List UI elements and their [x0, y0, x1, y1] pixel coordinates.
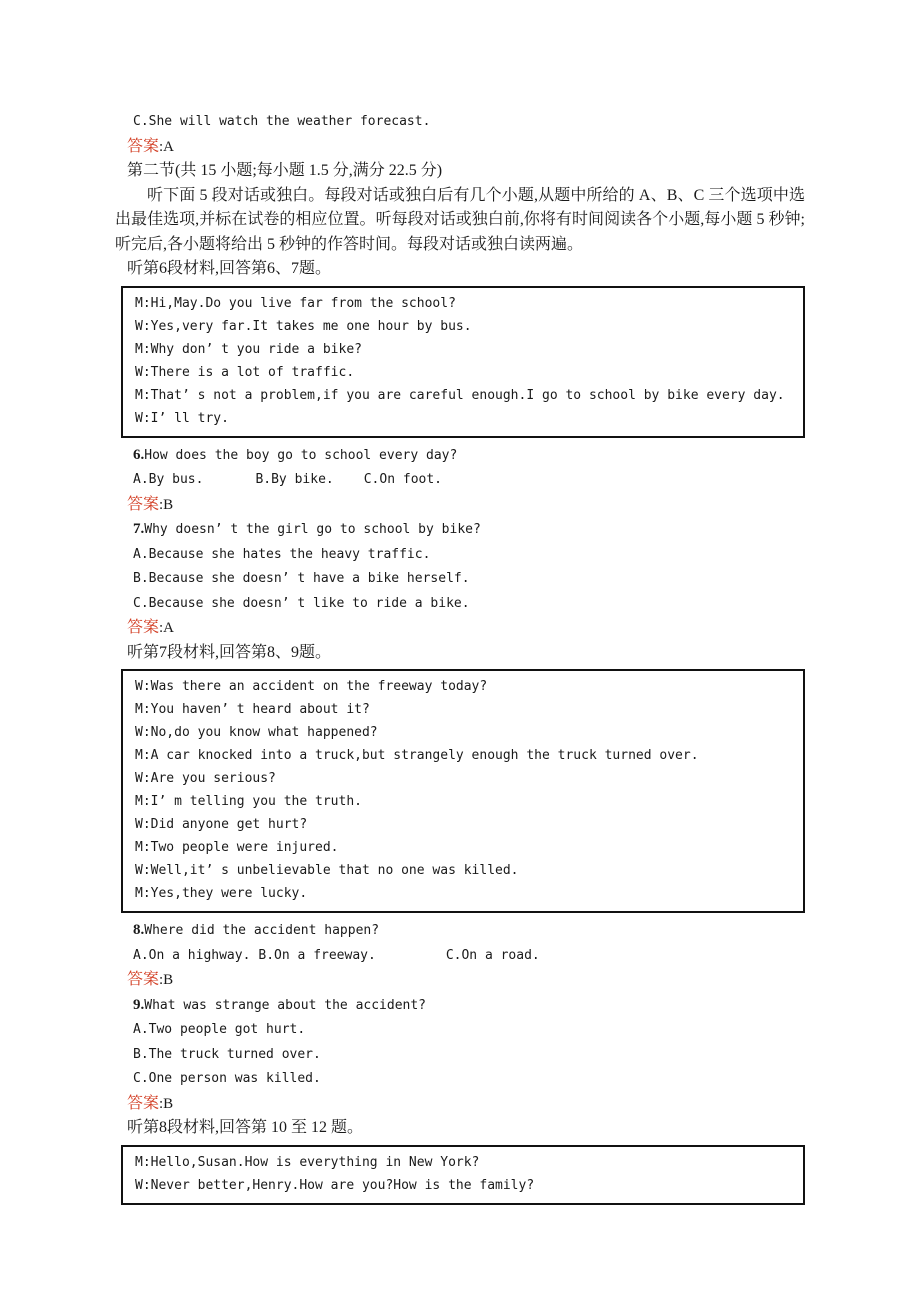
dialogue-line: M:That’ s not a problem,if you are careful enough.I go to school by bike every day. — [135, 387, 785, 403]
question-8-options — [115, 944, 805, 969]
option-a: A.Because she hates the heavy traffic. — [133, 546, 431, 562]
option-b: B.Because she doesn’ t have a bike herself. — [133, 571, 470, 586]
dialogue-line: W:I’ ll try. — [135, 410, 229, 426]
dialogue-line: W:Are you serious? — [135, 771, 276, 786]
answer-line-8 — [115, 968, 805, 993]
answer-label: 答案 — [127, 495, 160, 513]
passage-heading-3: 听第8段材料,回答第 10 至 12 题。 — [127, 1119, 364, 1136]
option-a: A.By bus. — [133, 472, 204, 487]
question-line-6 — [115, 443, 805, 469]
dialogue-line: M:A car knocked into a truck,but strangely enough the truck turned over. — [135, 748, 699, 763]
question-6-options — [115, 468, 805, 493]
dialogue-line: W:Was there an accident on the freeway today? — [135, 679, 488, 694]
option-c: C.Because she doesn’ t like to ride a bike. — [133, 595, 470, 611]
option-c: C.On foot. — [363, 472, 443, 487]
dialogue-line: W:Did anyone get hurt? — [135, 817, 308, 832]
dialogue-line: W:No,do you know what happened? — [135, 725, 378, 740]
dialogue-box-1 — [121, 286, 805, 438]
dialogue-line: M:Hello,Susan.How is everything in New York? — [135, 1154, 480, 1170]
dialogue-line: W:Yes,very far.It takes me one hour by bus. — [135, 318, 472, 334]
section-heading: 第二节(共 15 小题;每小题 1.5 分,满分 22.5 分) — [127, 162, 443, 179]
dialogue-line: W:There is a lot of traffic. — [135, 364, 355, 380]
question-text: Why doesn’ t the girl go to school by bike? — [144, 522, 481, 537]
section-instructions: 听下面 5 段对话或独白。每段对话或独白后有几个小题,从题中所给的 A、B、C 三个选项中选出最佳选项,并标在试卷的相应位置。听每段对话或独白前,你将有时间阅读各个小题,每小题 5 秒钟;听完后,各小题将给出 5 秒钟的作答时间。每段对话或独白读两遍。 — [115, 186, 805, 253]
option-a: A.On a highway. — [133, 947, 251, 963]
previous-question-option-c: C.She will watch the weather forecast. — [133, 114, 431, 129]
dialogue-line: M:Why don’ t you ride a bike? — [135, 341, 362, 357]
question-text: Where did the accident happen? — [144, 923, 380, 938]
question-text: What was strange about the accident? — [144, 997, 427, 1013]
dialogue-line: M:I’ m telling you the truth. — [135, 794, 362, 809]
question-text: How does the boy go to school every day? — [144, 447, 458, 463]
question-number: 6. — [133, 446, 145, 463]
question-line-8 — [115, 918, 805, 944]
question-number: 7. — [133, 521, 145, 537]
answer-value: :A — [159, 620, 175, 636]
answer-label: 答案 — [127, 137, 160, 155]
answer-line-6 — [115, 493, 805, 518]
answer-line-7 — [115, 616, 805, 641]
option-b: B.The truck turned over. — [133, 1046, 321, 1062]
question-number: 9. — [133, 996, 145, 1013]
option-a: A.Two people got hurt. — [133, 1022, 306, 1037]
passage-heading-1: 听第6段材料,回答第6、7题。 — [127, 260, 332, 277]
answer-line-9 — [115, 1092, 805, 1117]
option-b: B.On a freeway. — [258, 947, 376, 963]
dialogue-line: W:Well,it’ s unbelievable that no one was killed. — [135, 863, 519, 878]
dialogue-line: M:Hi,May.Do you live far from the school? — [135, 295, 456, 311]
answer-label: 答案 — [127, 619, 160, 636]
answer-value: :A — [159, 138, 175, 155]
answer-value: :B — [159, 972, 174, 988]
option-c: C.One person was killed. — [133, 1071, 321, 1086]
answer-label: 答案 — [127, 971, 160, 988]
answer-value: :B — [159, 496, 174, 513]
dialogue-line: M:Yes,they were lucky. — [135, 886, 308, 901]
answer-label: 答案 — [127, 1094, 160, 1112]
question-line-7 — [115, 517, 805, 543]
dialogue-line: W:Never better,Henry.How are you?How is the family? — [135, 1177, 535, 1193]
passage-heading-2: 听第7段材料,回答第8、9题。 — [127, 643, 332, 661]
option-b: B.By bike. — [255, 472, 334, 487]
option-c: C.On a road. — [445, 947, 540, 963]
question-number: 8. — [133, 922, 145, 938]
question-line-9 — [115, 993, 805, 1019]
dialogue-line: M:Two people were injured. — [135, 840, 339, 855]
answer-line-intro — [115, 135, 805, 160]
answer-value: :B — [159, 1095, 174, 1112]
dialogue-box-2 — [121, 669, 805, 913]
dialogue-line: M:You haven’ t heard about it? — [135, 702, 370, 717]
dialogue-box-3 — [121, 1145, 805, 1205]
